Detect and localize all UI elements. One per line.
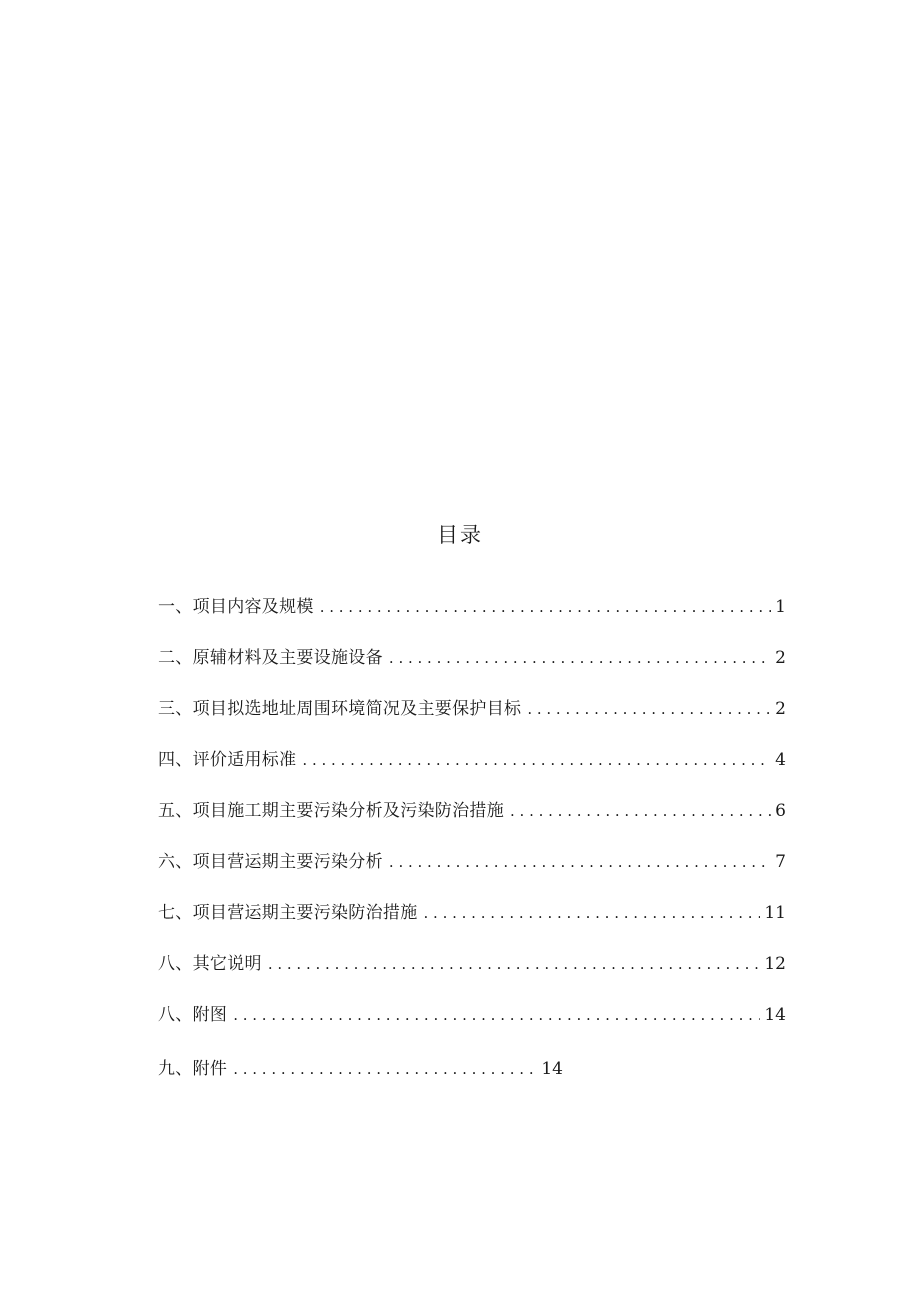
- toc-entry[interactable]: [158, 898, 786, 928]
- toc-entry-page: 14: [541, 1059, 563, 1079]
- toc-entry[interactable]: [158, 643, 786, 673]
- toc-entry-label: 九、附件: [158, 1059, 228, 1079]
- toc-entry-label: 八、附图: [158, 1005, 228, 1025]
- toc-entry[interactable]: [158, 796, 786, 826]
- table-of-contents: [158, 592, 786, 1084]
- dot-leader: [389, 847, 771, 877]
- toc-entry[interactable]: [158, 745, 786, 775]
- toc-entry-label: 二、原辅材料及主要设施设备: [158, 648, 383, 668]
- toc-title: 目录: [437, 523, 483, 547]
- dot-leader: [233, 1054, 537, 1084]
- dot-leader: [424, 898, 761, 928]
- toc-entry-page: 2: [775, 699, 786, 719]
- toc-entry-page: 11: [764, 903, 786, 923]
- toc-entry-page: 4: [775, 750, 786, 770]
- dot-leader: [527, 694, 771, 724]
- toc-entry[interactable]: [158, 1054, 563, 1084]
- toc-entry-label: 一、项目内容及规模: [158, 597, 314, 617]
- toc-entry-page: 6: [775, 801, 786, 821]
- toc-entry-page: 1: [775, 597, 786, 617]
- toc-entry[interactable]: [158, 1000, 786, 1030]
- dot-leader: [268, 949, 761, 979]
- toc-entry-page: 2: [775, 648, 786, 668]
- toc-entry-label: 三、项目拟选地址周围环境简况及主要保护目标: [158, 699, 522, 719]
- toc-entry-label: 四、评价适用标准: [158, 750, 297, 770]
- toc-entry[interactable]: [158, 949, 786, 979]
- toc-entry-label: 六、项目营运期主要污染分析: [158, 852, 383, 872]
- toc-entry-label: 五、项目施工期主要污染分析及污染防治措施: [158, 801, 504, 821]
- toc-entry-label: 八、其它说明: [158, 954, 262, 974]
- dot-leader: [233, 1000, 760, 1030]
- toc-entry-page: 7: [775, 852, 786, 872]
- toc-entry[interactable]: [158, 694, 786, 724]
- toc-entry[interactable]: [158, 592, 786, 622]
- dot-leader: [510, 796, 771, 826]
- dot-leader: [302, 745, 771, 775]
- toc-entry-page: 12: [764, 954, 786, 974]
- dot-leader: [320, 592, 771, 622]
- toc-entry-page: 14: [764, 1005, 786, 1025]
- dot-leader: [389, 643, 771, 673]
- toc-entry[interactable]: [158, 847, 786, 877]
- toc-entry-label: 七、项目营运期主要污染防治措施: [158, 903, 418, 923]
